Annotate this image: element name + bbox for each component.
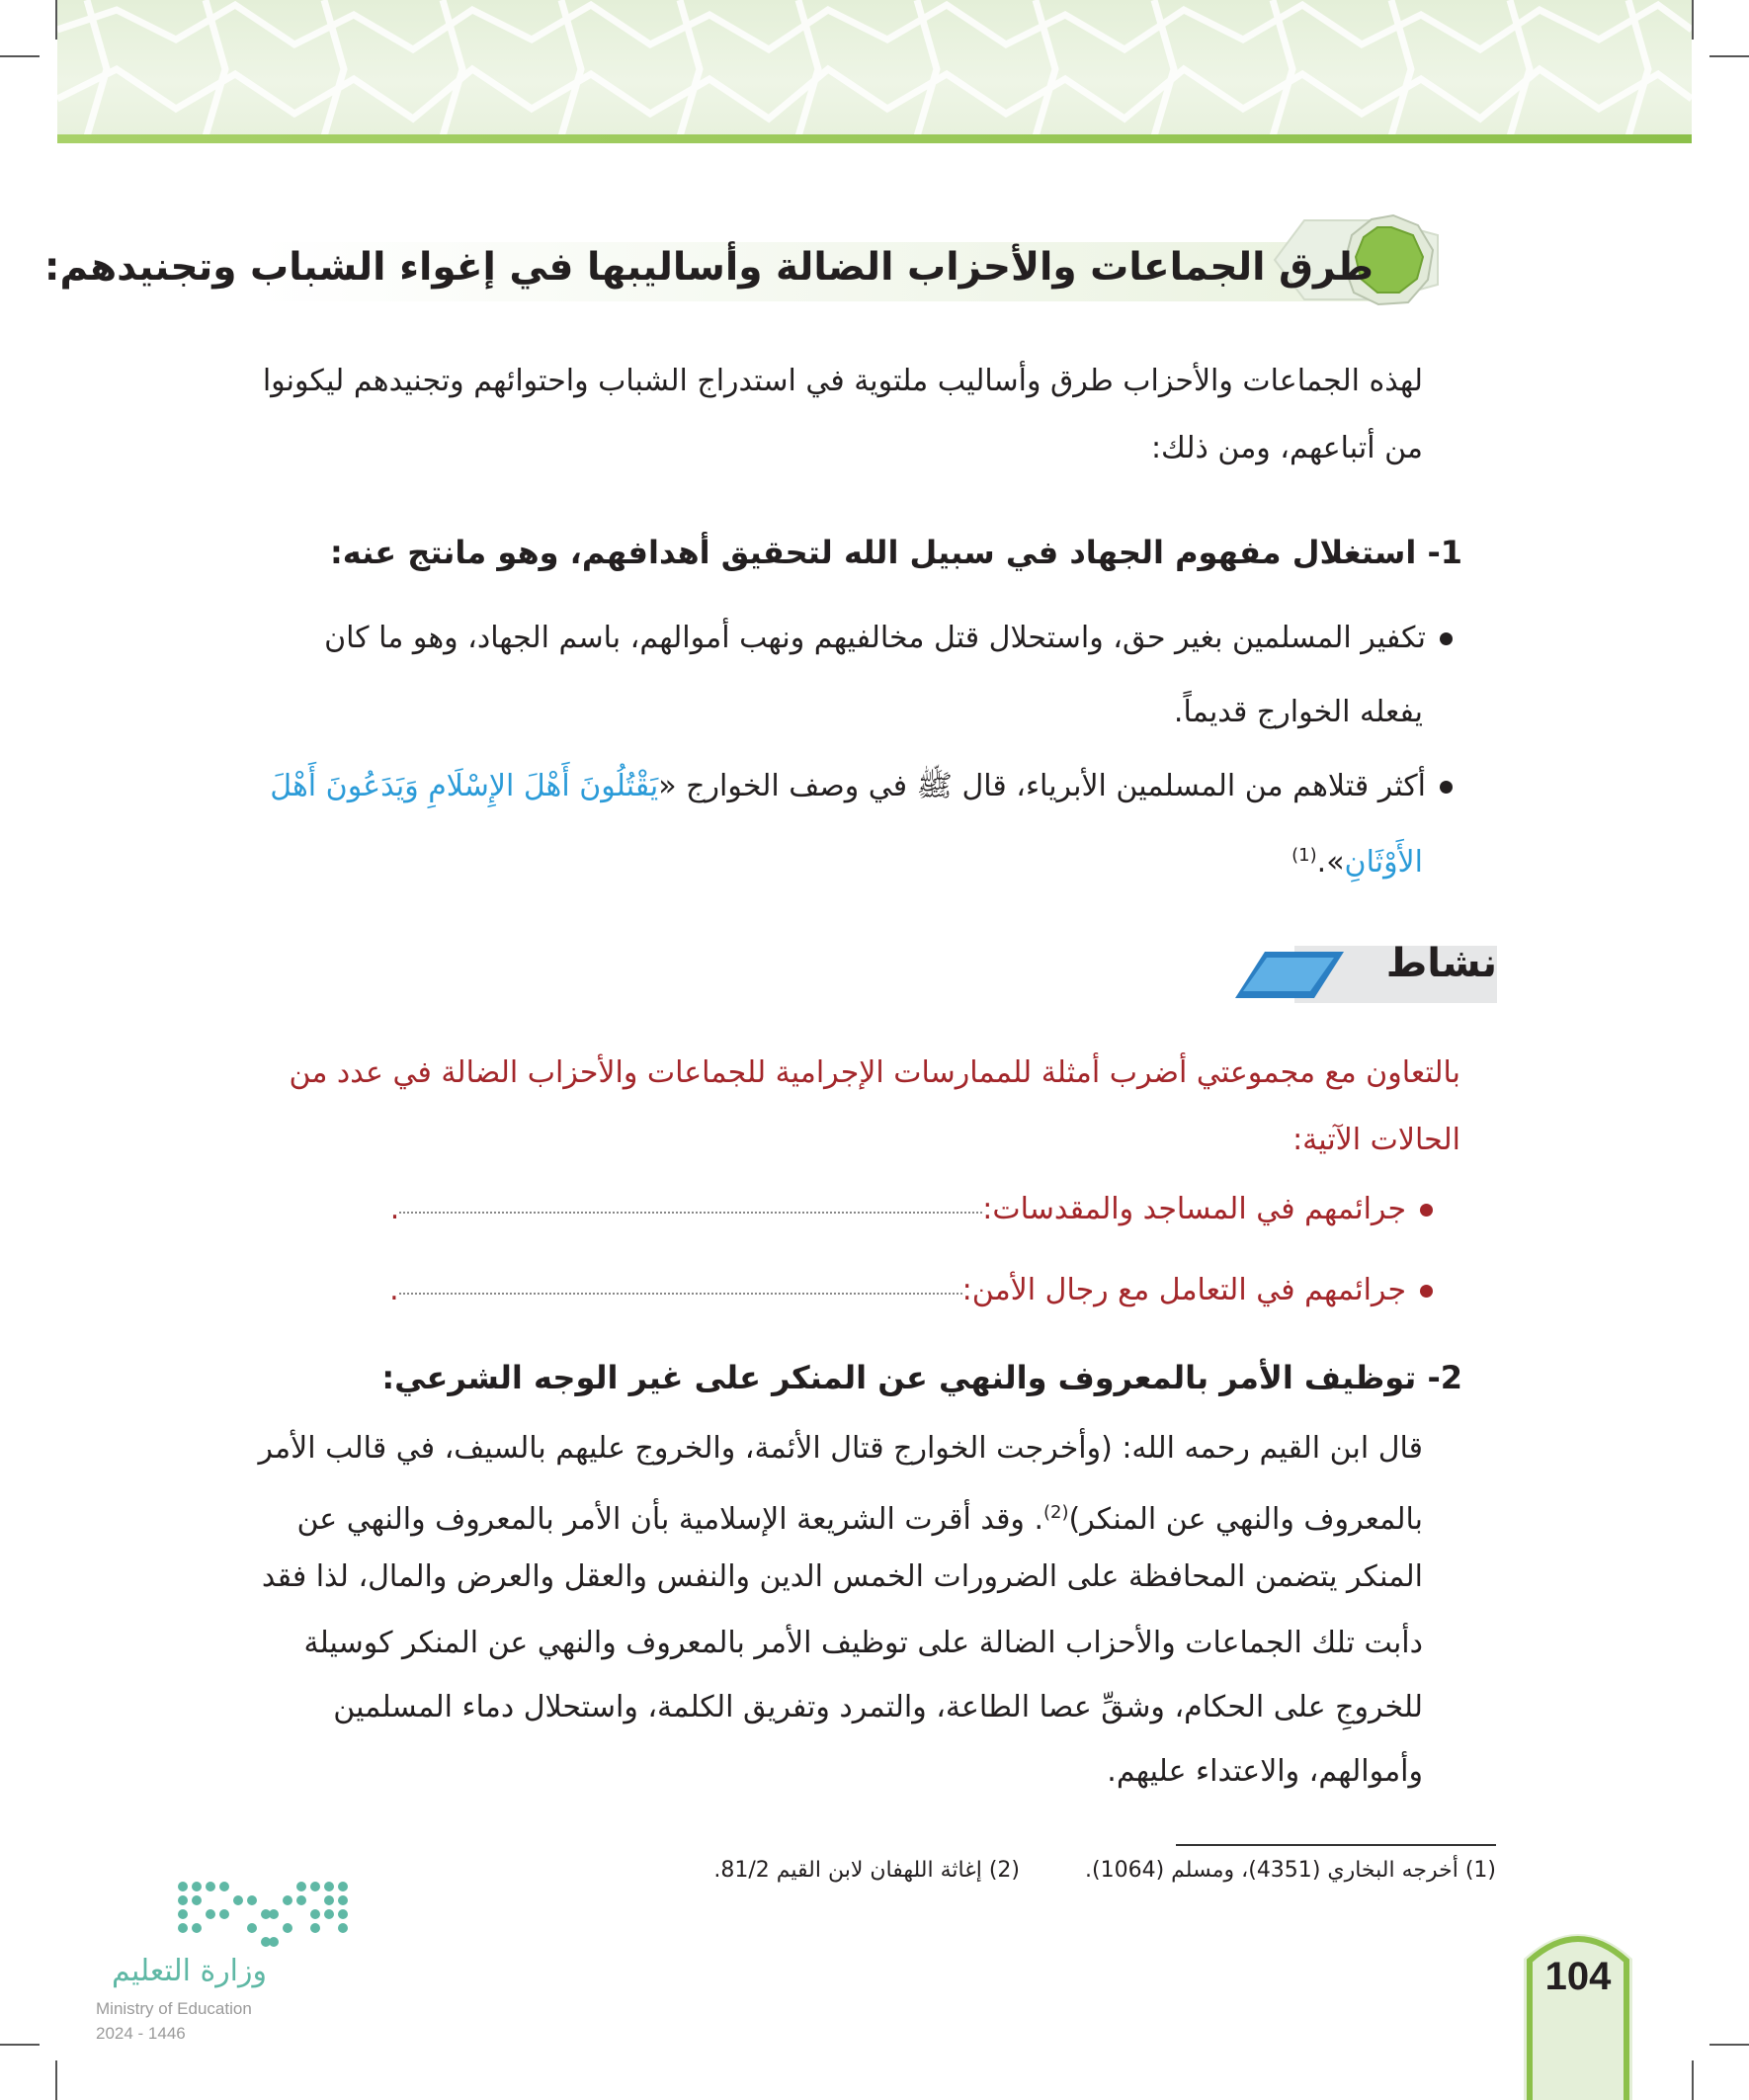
bullet-item xyxy=(208,751,1453,822)
activity-instruction: بالتعاون مع مجموعتي أضرب أمثلة للممارسات الإجرامية للجماعات والأحزاب الضالة في عدد من xyxy=(289,1055,1460,1090)
body-text: بالمعروف والنهي عن المنكر) xyxy=(1068,1502,1423,1537)
quran-quote: الأَوْثَانِ xyxy=(1344,845,1423,880)
crop-mark xyxy=(0,2044,40,2046)
page-title: طرق الجماعات والأحزاب الضالة وأساليبها في إغواء الشباب وتجنيدهم: xyxy=(43,245,1374,290)
section-2-heading xyxy=(381,1359,1462,1396)
bullet-icon xyxy=(1420,1285,1433,1298)
bullet-icon xyxy=(1440,632,1453,645)
bullet-continuation: يفعله الخوارج قديماً. xyxy=(1173,695,1423,729)
logo-year-text: 2024 - 1446 xyxy=(96,2024,186,2043)
body-line: للخروجِ على الحكام، وشقِّ عصا الطاعة، والتمرد وتفريق الكلمة، واستحلال دماء المسلمين xyxy=(333,1690,1423,1724)
answer-line[interactable] xyxy=(399,1289,962,1295)
crop-mark xyxy=(0,55,40,57)
body-text: . وقد أقرت الشريعة الإسلامية بأن الأمر بالمعروف والنهي عن xyxy=(296,1502,1043,1537)
ministry-logo xyxy=(94,1873,351,2060)
footnote-1: (1) أخرجه البخاري (4351)، ومسلم (1064). xyxy=(1085,1858,1496,1883)
intro-line: لهذه الجماعات والأحزاب طرق وأساليب ملتوية في استدراج الشباب واحتوائهم وتجنيدهم ليكونوا xyxy=(262,364,1423,398)
logo-english-text: Ministry of Education xyxy=(96,1999,252,2018)
quote-close: ». xyxy=(1316,845,1345,880)
bullet-text: تكفير المسلمين بغير حق، واستحلال قتل مخالفيهم ونهب أموالهم، باسم الجهاد، وهو ما كان xyxy=(324,621,1426,655)
crop-mark xyxy=(1692,0,1694,40)
footnote-2: (2) إغاثة اللهفان لابن القيم 81/2. xyxy=(713,1858,1020,1883)
crop-mark xyxy=(1709,55,1749,57)
header-accent-line xyxy=(57,134,1692,143)
footnote-rule xyxy=(1176,1844,1496,1846)
section-title: توظيف الأمر بالمعروف والنهي عن المنكر على غير الوجه الشرعي: xyxy=(381,1359,1417,1396)
body-line: دأبت تلك الجماعات والأحزاب الضالة على توظيف الأمر بالمعروف والنهي عن المنكر كوسيلة xyxy=(303,1626,1423,1660)
bullet-text: أكثر قتلاهم من المسلمين الأبرياء، قال ﷺ في وصف الخوارج « xyxy=(658,769,1426,803)
section-number: 1- xyxy=(1427,534,1462,571)
end-mark: . xyxy=(389,1192,400,1226)
footnote-ref[interactable]: (1) xyxy=(1291,845,1317,866)
bullet-icon xyxy=(1440,781,1453,794)
body-line: وأموالهم، والاعتداء عليهم. xyxy=(1107,1754,1423,1789)
crop-mark xyxy=(55,2060,57,2100)
bullet-icon xyxy=(1420,1204,1433,1217)
activity-item-text: جرائمهم في التعامل مع رجال الأمن: xyxy=(961,1273,1406,1307)
page-number: 104 xyxy=(1544,1955,1612,1998)
crop-mark xyxy=(1692,2060,1694,2100)
dots-logo-icon xyxy=(94,1873,351,1952)
bullet-continuation xyxy=(237,820,1423,898)
answer-line[interactable] xyxy=(399,1208,982,1214)
activity-item xyxy=(198,1174,1433,1245)
body-line: قال ابن القيم رحمه الله: (وأخرجت الخوارج قتال الأئمة، والخروج عليهم بالسيف، في قالب الأمر xyxy=(258,1431,1423,1466)
section-1-heading xyxy=(330,534,1462,571)
logo-arabic-text: وزارة التعليم xyxy=(111,1954,267,1988)
body-line: المنكر يتضمن المحافظة على الضرورات الخمس الدين والنفس والعقل والعرض والمال، لذا فقد xyxy=(261,1559,1423,1594)
activity-item xyxy=(198,1255,1433,1326)
activity-instruction: الحالات الآتية: xyxy=(1292,1123,1460,1157)
bullet-item xyxy=(208,603,1453,674)
header-pattern-band xyxy=(57,0,1692,136)
activity-label: نشاط xyxy=(1385,941,1497,986)
intro-line: من أتباعهم، ومن ذلك: xyxy=(1150,431,1423,465)
page-number-tab xyxy=(1524,1919,1632,2100)
footnote-ref[interactable]: (2) xyxy=(1043,1502,1069,1523)
quran-quote: يَقْتُلُونَ أَهْلَ الإِسْلَامِ وَيَدَعُونَ أَهْلَ xyxy=(270,769,659,803)
geometric-pattern-icon xyxy=(57,0,1692,136)
activity-item-text: جرائمهم في المساجد والمقدسات: xyxy=(982,1192,1406,1226)
section-title: استغلال مفهوم الجهاد في سبيل الله لتحقيق أهدافهم، وهو مانتج عنه: xyxy=(330,534,1417,571)
section-number: 2- xyxy=(1427,1359,1462,1396)
end-mark: . xyxy=(389,1273,399,1307)
crop-mark xyxy=(1709,2044,1749,2046)
